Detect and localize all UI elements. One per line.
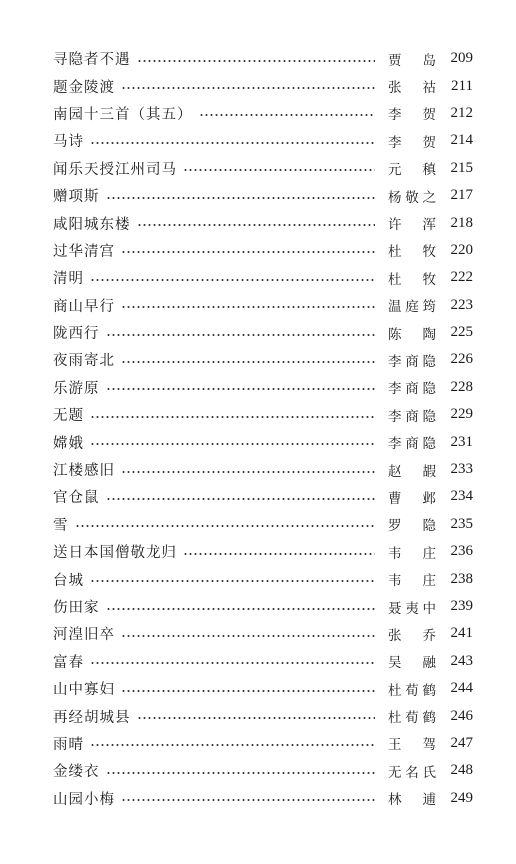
toc-entry-title: 题金陵渡: [53, 79, 115, 96]
dot-leader: [90, 416, 375, 418]
toc-entry-page-number: 247: [450, 734, 473, 751]
toc-entry-page-number: 229: [450, 406, 473, 423]
toc-entry-page-number: 212: [450, 104, 473, 121]
toc-entry-author: 杨敬之: [388, 186, 436, 206]
dot-leader: [183, 553, 375, 555]
toc-entry-title: 伤田家: [53, 600, 100, 616]
toc-entry[interactable]: [53, 648, 473, 675]
dot-leader: [106, 388, 376, 390]
toc-entry[interactable]: [53, 155, 473, 182]
toc-entry[interactable]: [53, 483, 473, 510]
toc-entry-page-number: 248: [450, 762, 473, 779]
toc-entry[interactable]: [53, 620, 473, 647]
toc-entry-author: 林逋: [388, 788, 436, 808]
dot-leader: [137, 60, 376, 62]
toc-entry[interactable]: [53, 538, 473, 565]
toc-entry-page-number: 249: [450, 789, 473, 806]
toc-entry-author: 罗隐: [388, 514, 436, 534]
toc-entry-title: 山园小梅: [53, 791, 115, 808]
dot-leader: [121, 361, 375, 363]
toc-entry-title: 再经胡城县: [53, 709, 131, 726]
toc-entry-title: 富春: [53, 654, 84, 671]
toc-entry-page-number: 215: [450, 159, 473, 176]
toc-entry-title: 嫦娥: [53, 435, 84, 452]
toc-entry-page-number: 236: [450, 543, 473, 560]
toc-entry-author: 李商隐: [388, 377, 436, 397]
toc-entry-page-number: 226: [450, 351, 473, 368]
toc-entry-author: 杜牧: [388, 268, 436, 288]
dot-leader: [121, 251, 375, 253]
toc-entry-author: 李贺: [388, 103, 436, 123]
toc-entry[interactable]: [53, 346, 473, 373]
toc-entry-page-number: 222: [450, 269, 473, 286]
toc-entry-author: 元稹: [388, 158, 436, 178]
toc-entry[interactable]: [53, 237, 473, 264]
toc-entry-page-number: 231: [450, 433, 473, 450]
toc-entry-author: 李商隐: [388, 432, 436, 452]
toc-entry-title: 送日本国僧敬龙归: [53, 545, 177, 562]
toc-entry[interactable]: [53, 401, 473, 428]
toc-entry-author: 韦庄: [388, 569, 436, 589]
toc-entry-page-number: 241: [450, 625, 473, 642]
toc-entry-page-number: 238: [450, 570, 473, 587]
toc-entry[interactable]: [53, 565, 473, 592]
toc-entry-author: 杜荀鹤: [388, 679, 436, 699]
toc-entry[interactable]: [53, 428, 473, 455]
toc-entry[interactable]: [53, 292, 473, 319]
dot-leader: [106, 608, 376, 610]
dot-leader: [137, 717, 376, 719]
toc-entry-author: 许浑: [388, 213, 436, 233]
toc-entry-title: 清明: [53, 271, 84, 288]
toc-entry[interactable]: [53, 456, 473, 483]
dot-leader: [137, 224, 376, 226]
toc-entry-title: 山中寡妇: [53, 682, 115, 699]
toc-entry-title: 过华清宫: [53, 243, 115, 260]
toc-entry[interactable]: [53, 702, 473, 729]
toc-entry-title: 乐游原: [53, 380, 100, 397]
toc-entry-author: 韦庄: [388, 542, 436, 562]
dot-leader: [121, 471, 375, 473]
toc-entry-author: 杜荀鹤: [388, 706, 436, 726]
dot-leader: [75, 525, 376, 527]
toc-entry-author: 陈陶: [388, 323, 436, 343]
toc-entry-page-number: 211: [451, 77, 473, 94]
dot-leader: [90, 279, 375, 281]
toc-entry-page-number: 234: [450, 488, 473, 505]
toc-entry-title: 江楼感旧: [53, 463, 115, 480]
toc-entry-title: 赠项斯: [53, 189, 100, 206]
toc-entry-page-number: 209: [450, 50, 473, 67]
toc-entry-page-number: 223: [450, 296, 473, 313]
toc-entry-page-number: 233: [450, 461, 473, 478]
dot-leader: [183, 169, 375, 171]
toc-entry[interactable]: [53, 264, 473, 291]
dot-leader: [106, 772, 376, 774]
toc-entry-page-number: 246: [450, 707, 473, 724]
toc-entry-title: 商山早行: [53, 298, 115, 315]
toc-entry[interactable]: [53, 593, 473, 620]
toc-entry-title: 官仓鼠: [53, 490, 100, 507]
toc-entry[interactable]: [53, 757, 473, 784]
toc-entry[interactable]: [53, 511, 473, 538]
toc-entry-title: 马诗: [53, 134, 84, 151]
dot-leader: [90, 744, 375, 746]
dot-leader: [199, 114, 376, 116]
dot-leader: [90, 662, 375, 664]
toc-entry-page-number: 214: [450, 132, 473, 149]
dot-leader: [90, 580, 375, 582]
toc-entry-author: 杜牧: [388, 240, 436, 260]
toc-entry-title: 雪: [53, 517, 69, 534]
toc-entry[interactable]: [53, 209, 473, 236]
toc-entry-page-number: 235: [450, 515, 473, 532]
dot-leader: [90, 142, 375, 144]
toc-entry-title: 河湟旧卒: [53, 627, 115, 644]
toc-entry-page-number: 239: [450, 598, 473, 614]
toc-entry[interactable]: [53, 182, 473, 209]
toc-entry[interactable]: [53, 374, 473, 401]
dot-leader: [121, 87, 375, 89]
toc-entry-author: 无名氏: [388, 761, 436, 781]
toc-entry-author: 李商隐: [388, 405, 436, 425]
toc-entry[interactable]: [53, 319, 473, 346]
toc-entry-author: 吴融: [388, 651, 436, 671]
toc-entry[interactable]: [53, 675, 473, 702]
toc-entry-author: 温庭筠: [388, 295, 436, 315]
toc-entry-title: 无题: [53, 408, 84, 425]
toc-entry[interactable]: [53, 730, 473, 757]
toc-entry-title: 闻乐天授江州司马: [53, 161, 177, 178]
toc-entry-title: 金缕衣: [53, 764, 100, 781]
toc-entry[interactable]: [53, 72, 473, 99]
toc-entry-title: 台城: [53, 572, 84, 589]
toc-entry[interactable]: [53, 100, 473, 127]
dot-leader: [90, 443, 375, 445]
toc-entry-title: 陇西行: [53, 326, 100, 343]
dot-leader: [121, 799, 375, 801]
toc-entry-title: 夜雨寄北: [53, 353, 115, 370]
toc-entry[interactable]: [53, 45, 473, 72]
dot-leader: [121, 306, 375, 308]
toc-entry-page-number: 244: [450, 680, 473, 697]
toc-entry-page-number: 220: [450, 241, 473, 258]
toc-entry-author: 李商隐: [388, 350, 436, 370]
toc-entry-author: 王驾: [388, 733, 436, 753]
toc-entry[interactable]: [53, 127, 473, 154]
toc-entry-author: 张祜: [388, 76, 436, 96]
toc-entry[interactable]: [53, 785, 473, 812]
toc-entry-title: 寻隐者不遇: [53, 52, 131, 69]
toc-entry-author: 张乔: [388, 624, 436, 644]
toc-entry-author: 李贺: [388, 131, 436, 151]
table-of-contents: [53, 45, 473, 812]
dot-leader: [121, 690, 375, 692]
toc-entry-author: 贾岛: [388, 49, 436, 69]
dot-leader: [121, 635, 375, 637]
dot-leader: [106, 498, 376, 500]
toc-entry-page-number: 225: [450, 324, 473, 341]
toc-entry-author: 曹邺: [388, 487, 436, 507]
toc-entry-page-number: 228: [450, 378, 473, 395]
toc-entry-author: 赵嘏: [388, 460, 436, 480]
toc-entry-page-number: 217: [450, 187, 473, 204]
toc-entry-page-number: 218: [450, 214, 473, 231]
toc-entry-title: 咸阳城东楼: [53, 216, 131, 233]
dot-leader: [106, 334, 376, 336]
toc-entry-title: 雨晴: [53, 736, 84, 753]
dot-leader: [106, 197, 376, 199]
toc-entry-page-number: 243: [450, 652, 473, 669]
toc-entry-author: 聂夷中: [388, 597, 436, 617]
toc-entry-title: 南园十三首（其五）: [53, 106, 193, 123]
